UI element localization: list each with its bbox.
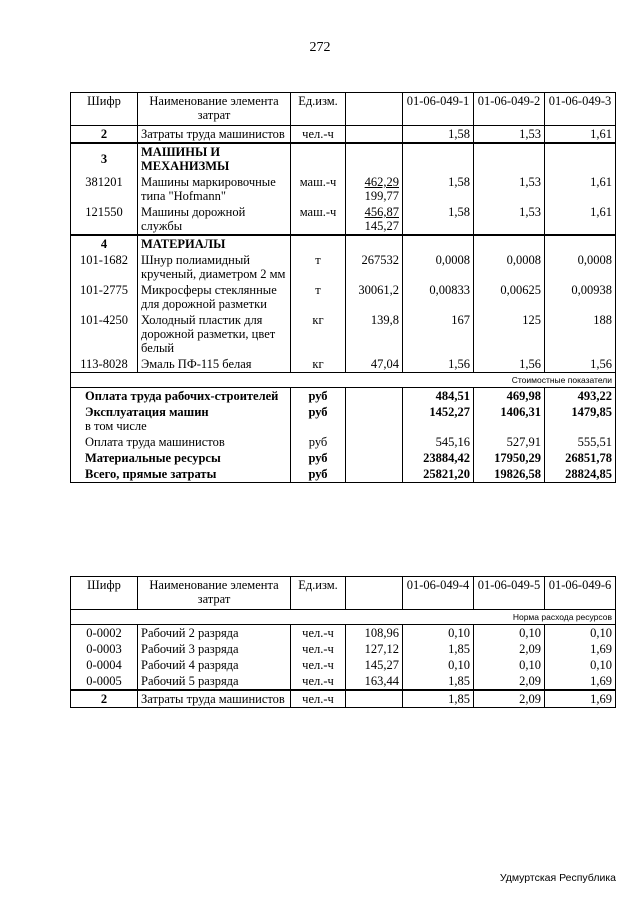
table-row bbox=[71, 690, 616, 708]
row-value-1: 1,85 bbox=[403, 673, 474, 690]
row-name: Машины дорожной службы bbox=[138, 204, 291, 235]
totals-row bbox=[71, 450, 616, 466]
row-name: Эмаль ПФ-115 белая bbox=[138, 356, 291, 373]
total-value-1: 23884,42 bbox=[403, 450, 474, 466]
row-name: Рабочий 3 разряда bbox=[138, 641, 291, 657]
empty-cell bbox=[346, 143, 403, 174]
row-code: 2 bbox=[71, 126, 138, 144]
row-price: 108,96 bbox=[346, 625, 403, 642]
total-value-3: 1479,85 bbox=[545, 404, 616, 434]
row-code: 121550 bbox=[71, 204, 138, 235]
totals-row bbox=[71, 404, 616, 434]
row-code: 113-8028 bbox=[71, 356, 138, 373]
row-name: Рабочий 4 разряда bbox=[138, 657, 291, 673]
row-unit: кг bbox=[291, 356, 346, 373]
total-unit: руб bbox=[291, 466, 346, 483]
total-value-3: 555,51 bbox=[545, 434, 616, 450]
table-row bbox=[71, 282, 616, 312]
row-name: Машины маркировочные типа "Hofmann" bbox=[138, 174, 291, 204]
row-price: 267532 bbox=[346, 252, 403, 282]
empty-cell bbox=[346, 388, 403, 405]
totals-row bbox=[71, 434, 616, 450]
row-value-2: 125 bbox=[474, 312, 545, 356]
row-value-2: 0,00625 bbox=[474, 282, 545, 312]
total-value-3: 26851,78 bbox=[545, 450, 616, 466]
row-name: Холодный пластик для дорожной разметки, цвет белый bbox=[138, 312, 291, 356]
row-value-2: 1,53 bbox=[474, 204, 545, 235]
row-value-1: 1,85 bbox=[403, 690, 474, 708]
total-name: Оплата труда машинистов bbox=[71, 434, 291, 450]
row-value-3: 1,69 bbox=[545, 641, 616, 657]
table-row bbox=[71, 312, 616, 356]
empty-cell bbox=[403, 235, 474, 252]
cost-table-1 bbox=[70, 92, 616, 483]
header-price bbox=[346, 93, 403, 126]
price-value: 456,87 bbox=[364, 205, 399, 219]
row-value-3: 0,10 bbox=[545, 625, 616, 642]
row-unit: чел.-ч bbox=[291, 657, 346, 673]
total-unit: руб bbox=[291, 434, 346, 450]
header-name: Наименование элемента затрат bbox=[138, 577, 291, 610]
total-name: Эксплуатация машин bbox=[85, 405, 209, 419]
empty-cell bbox=[545, 235, 616, 252]
row-value-1: 167 bbox=[403, 312, 474, 356]
section-heading-row bbox=[71, 235, 616, 252]
row-value-2: 2,09 bbox=[474, 641, 545, 657]
empty-cell bbox=[346, 434, 403, 450]
row-value-3: 1,61 bbox=[545, 204, 616, 235]
totals-row bbox=[71, 388, 616, 405]
row-price bbox=[346, 126, 403, 144]
row-unit: чел.-ч bbox=[291, 625, 346, 642]
total-name: Материальные ресурсы bbox=[71, 450, 291, 466]
row-code: 101-1682 bbox=[71, 252, 138, 282]
price-value: 462,29 bbox=[364, 175, 399, 189]
row-value-1: 0,10 bbox=[403, 657, 474, 673]
page-number: 272 bbox=[309, 40, 331, 55]
row-unit: чел.-ч bbox=[291, 126, 346, 144]
row-code: 0-0005 bbox=[71, 673, 138, 690]
section-heading-row bbox=[71, 143, 616, 174]
row-code: 0-0003 bbox=[71, 641, 138, 657]
empty-cell bbox=[403, 143, 474, 174]
total-value-1: 484,51 bbox=[403, 388, 474, 405]
section-label: Норма расхода ресурсов bbox=[71, 610, 616, 625]
row-value-2: 2,09 bbox=[474, 690, 545, 708]
total-value-2: 19826,58 bbox=[474, 466, 545, 483]
section-heading: МАШИНЫ И МЕХАНИЗМЫ bbox=[138, 143, 291, 174]
table-row bbox=[71, 204, 616, 235]
row-value-2: 0,10 bbox=[474, 625, 545, 642]
row-price: 145,27 bbox=[346, 657, 403, 673]
total-value-1: 25821,20 bbox=[403, 466, 474, 483]
row-unit: чел.-ч bbox=[291, 673, 346, 690]
row-code: 4 bbox=[71, 235, 138, 252]
total-name: Оплата труда рабочих-строителей bbox=[71, 388, 291, 405]
row-price: 30061,2 bbox=[346, 282, 403, 312]
header-col-2: 01-06-049-5 bbox=[474, 577, 545, 610]
row-unit: т bbox=[291, 282, 346, 312]
header-col-3: 01-06-049-3 bbox=[545, 93, 616, 126]
row-unit: маш.-ч bbox=[291, 204, 346, 235]
empty-cell bbox=[474, 235, 545, 252]
header-code: Шифр bbox=[71, 93, 138, 126]
header-col-1: 01-06-049-1 bbox=[403, 93, 474, 126]
row-value-1: 1,58 bbox=[403, 174, 474, 204]
row-value-1: 1,58 bbox=[403, 204, 474, 235]
page-footer: Удмуртская Республика bbox=[499, 872, 616, 884]
row-value-2: 0,10 bbox=[474, 657, 545, 673]
section-heading: МАТЕРИАЛЫ bbox=[138, 235, 291, 252]
row-name: Шнур полиамидный крученый, диаметром 2 мм bbox=[138, 252, 291, 282]
table-row bbox=[71, 126, 616, 144]
row-value-3: 1,61 bbox=[545, 174, 616, 204]
row-value-2: 2,09 bbox=[474, 673, 545, 690]
header-price bbox=[346, 577, 403, 610]
header-name: Наименование элемента затрат bbox=[138, 93, 291, 126]
total-value-2: 527,91 bbox=[474, 434, 545, 450]
row-value-1: 1,56 bbox=[403, 356, 474, 373]
total-value-2: 469,98 bbox=[474, 388, 545, 405]
row-unit: кг bbox=[291, 312, 346, 356]
total-value-3: 28824,85 bbox=[545, 466, 616, 483]
empty-cell bbox=[346, 404, 403, 434]
table-row bbox=[71, 673, 616, 690]
table-row bbox=[71, 252, 616, 282]
total-name-cell bbox=[71, 404, 291, 434]
row-price: 139,8 bbox=[346, 312, 403, 356]
row-code: 0-0004 bbox=[71, 657, 138, 673]
empty-cell bbox=[291, 235, 346, 252]
table-row bbox=[71, 174, 616, 204]
row-value-3: 1,56 bbox=[545, 356, 616, 373]
totals-row bbox=[71, 466, 616, 483]
total-value-2: 17950,29 bbox=[474, 450, 545, 466]
header-code: Шифр bbox=[71, 577, 138, 610]
row-code: 381201 bbox=[71, 174, 138, 204]
empty-cell bbox=[346, 466, 403, 483]
table-header-row bbox=[71, 577, 616, 610]
header-unit: Ед.изм. bbox=[291, 577, 346, 610]
row-value-3: 0,0008 bbox=[545, 252, 616, 282]
table-row bbox=[71, 625, 616, 642]
header-unit: Ед.изм. bbox=[291, 93, 346, 126]
total-value-3: 493,22 bbox=[545, 388, 616, 405]
row-value-2: 0,0008 bbox=[474, 252, 545, 282]
row-value-1: 1,85 bbox=[403, 641, 474, 657]
row-price bbox=[346, 690, 403, 708]
row-name: Затраты труда машинистов bbox=[138, 690, 291, 708]
table-row bbox=[71, 356, 616, 373]
total-sub: в том числе bbox=[85, 419, 147, 433]
price-value-2: 199,77 bbox=[364, 189, 399, 203]
row-value-3: 0,00938 bbox=[545, 282, 616, 312]
row-name: Рабочий 2 разряда bbox=[138, 625, 291, 642]
table-row bbox=[71, 657, 616, 673]
row-name: Микросферы стеклянные для дорожной разметки bbox=[138, 282, 291, 312]
cost-table-2 bbox=[70, 576, 616, 708]
row-value-2: 1,53 bbox=[474, 126, 545, 144]
row-value-3: 0,10 bbox=[545, 657, 616, 673]
header-col-1: 01-06-049-4 bbox=[403, 577, 474, 610]
row-unit: маш.-ч bbox=[291, 174, 346, 204]
row-unit: чел.-ч bbox=[291, 690, 346, 708]
empty-cell bbox=[346, 450, 403, 466]
row-value-3: 1,61 bbox=[545, 126, 616, 144]
row-name: Рабочий 5 разряда bbox=[138, 673, 291, 690]
header-col-3: 01-06-049-6 bbox=[545, 577, 616, 610]
table-header-row bbox=[71, 93, 616, 126]
total-unit: руб bbox=[291, 450, 346, 466]
row-code: 0-0002 bbox=[71, 625, 138, 642]
section-label: Стоимостные показатели bbox=[71, 373, 616, 388]
empty-cell bbox=[291, 143, 346, 174]
row-value-2: 1,53 bbox=[474, 174, 545, 204]
row-value-1: 1,58 bbox=[403, 126, 474, 144]
row-price: 127,12 bbox=[346, 641, 403, 657]
total-value-2: 1406,31 bbox=[474, 404, 545, 434]
row-name: Затраты труда машинистов bbox=[138, 126, 291, 144]
row-price bbox=[346, 174, 403, 204]
row-value-3: 1,69 bbox=[545, 690, 616, 708]
row-code: 2 bbox=[71, 690, 138, 708]
empty-cell bbox=[474, 143, 545, 174]
row-price: 163,44 bbox=[346, 673, 403, 690]
row-code: 3 bbox=[71, 143, 138, 174]
section-label-row bbox=[71, 373, 616, 388]
table-row bbox=[71, 641, 616, 657]
total-unit: руб bbox=[291, 404, 346, 434]
total-name: Всего, прямые затраты bbox=[71, 466, 291, 483]
row-value-1: 0,00833 bbox=[403, 282, 474, 312]
price-value-2: 145,27 bbox=[364, 219, 399, 233]
row-value-2: 1,56 bbox=[474, 356, 545, 373]
total-value-1: 1452,27 bbox=[403, 404, 474, 434]
row-code: 101-4250 bbox=[71, 312, 138, 356]
section-label-row bbox=[71, 610, 616, 625]
row-value-3: 188 bbox=[545, 312, 616, 356]
row-unit: чел.-ч bbox=[291, 641, 346, 657]
row-code: 101-2775 bbox=[71, 282, 138, 312]
row-value-3: 1,69 bbox=[545, 673, 616, 690]
empty-cell bbox=[346, 235, 403, 252]
row-unit: т bbox=[291, 252, 346, 282]
total-value-1: 545,16 bbox=[403, 434, 474, 450]
total-unit: руб bbox=[291, 388, 346, 405]
empty-cell bbox=[545, 143, 616, 174]
row-price bbox=[346, 204, 403, 235]
row-value-1: 0,10 bbox=[403, 625, 474, 642]
row-value-1: 0,0008 bbox=[403, 252, 474, 282]
header-col-2: 01-06-049-2 bbox=[474, 93, 545, 126]
row-price: 47,04 bbox=[346, 356, 403, 373]
